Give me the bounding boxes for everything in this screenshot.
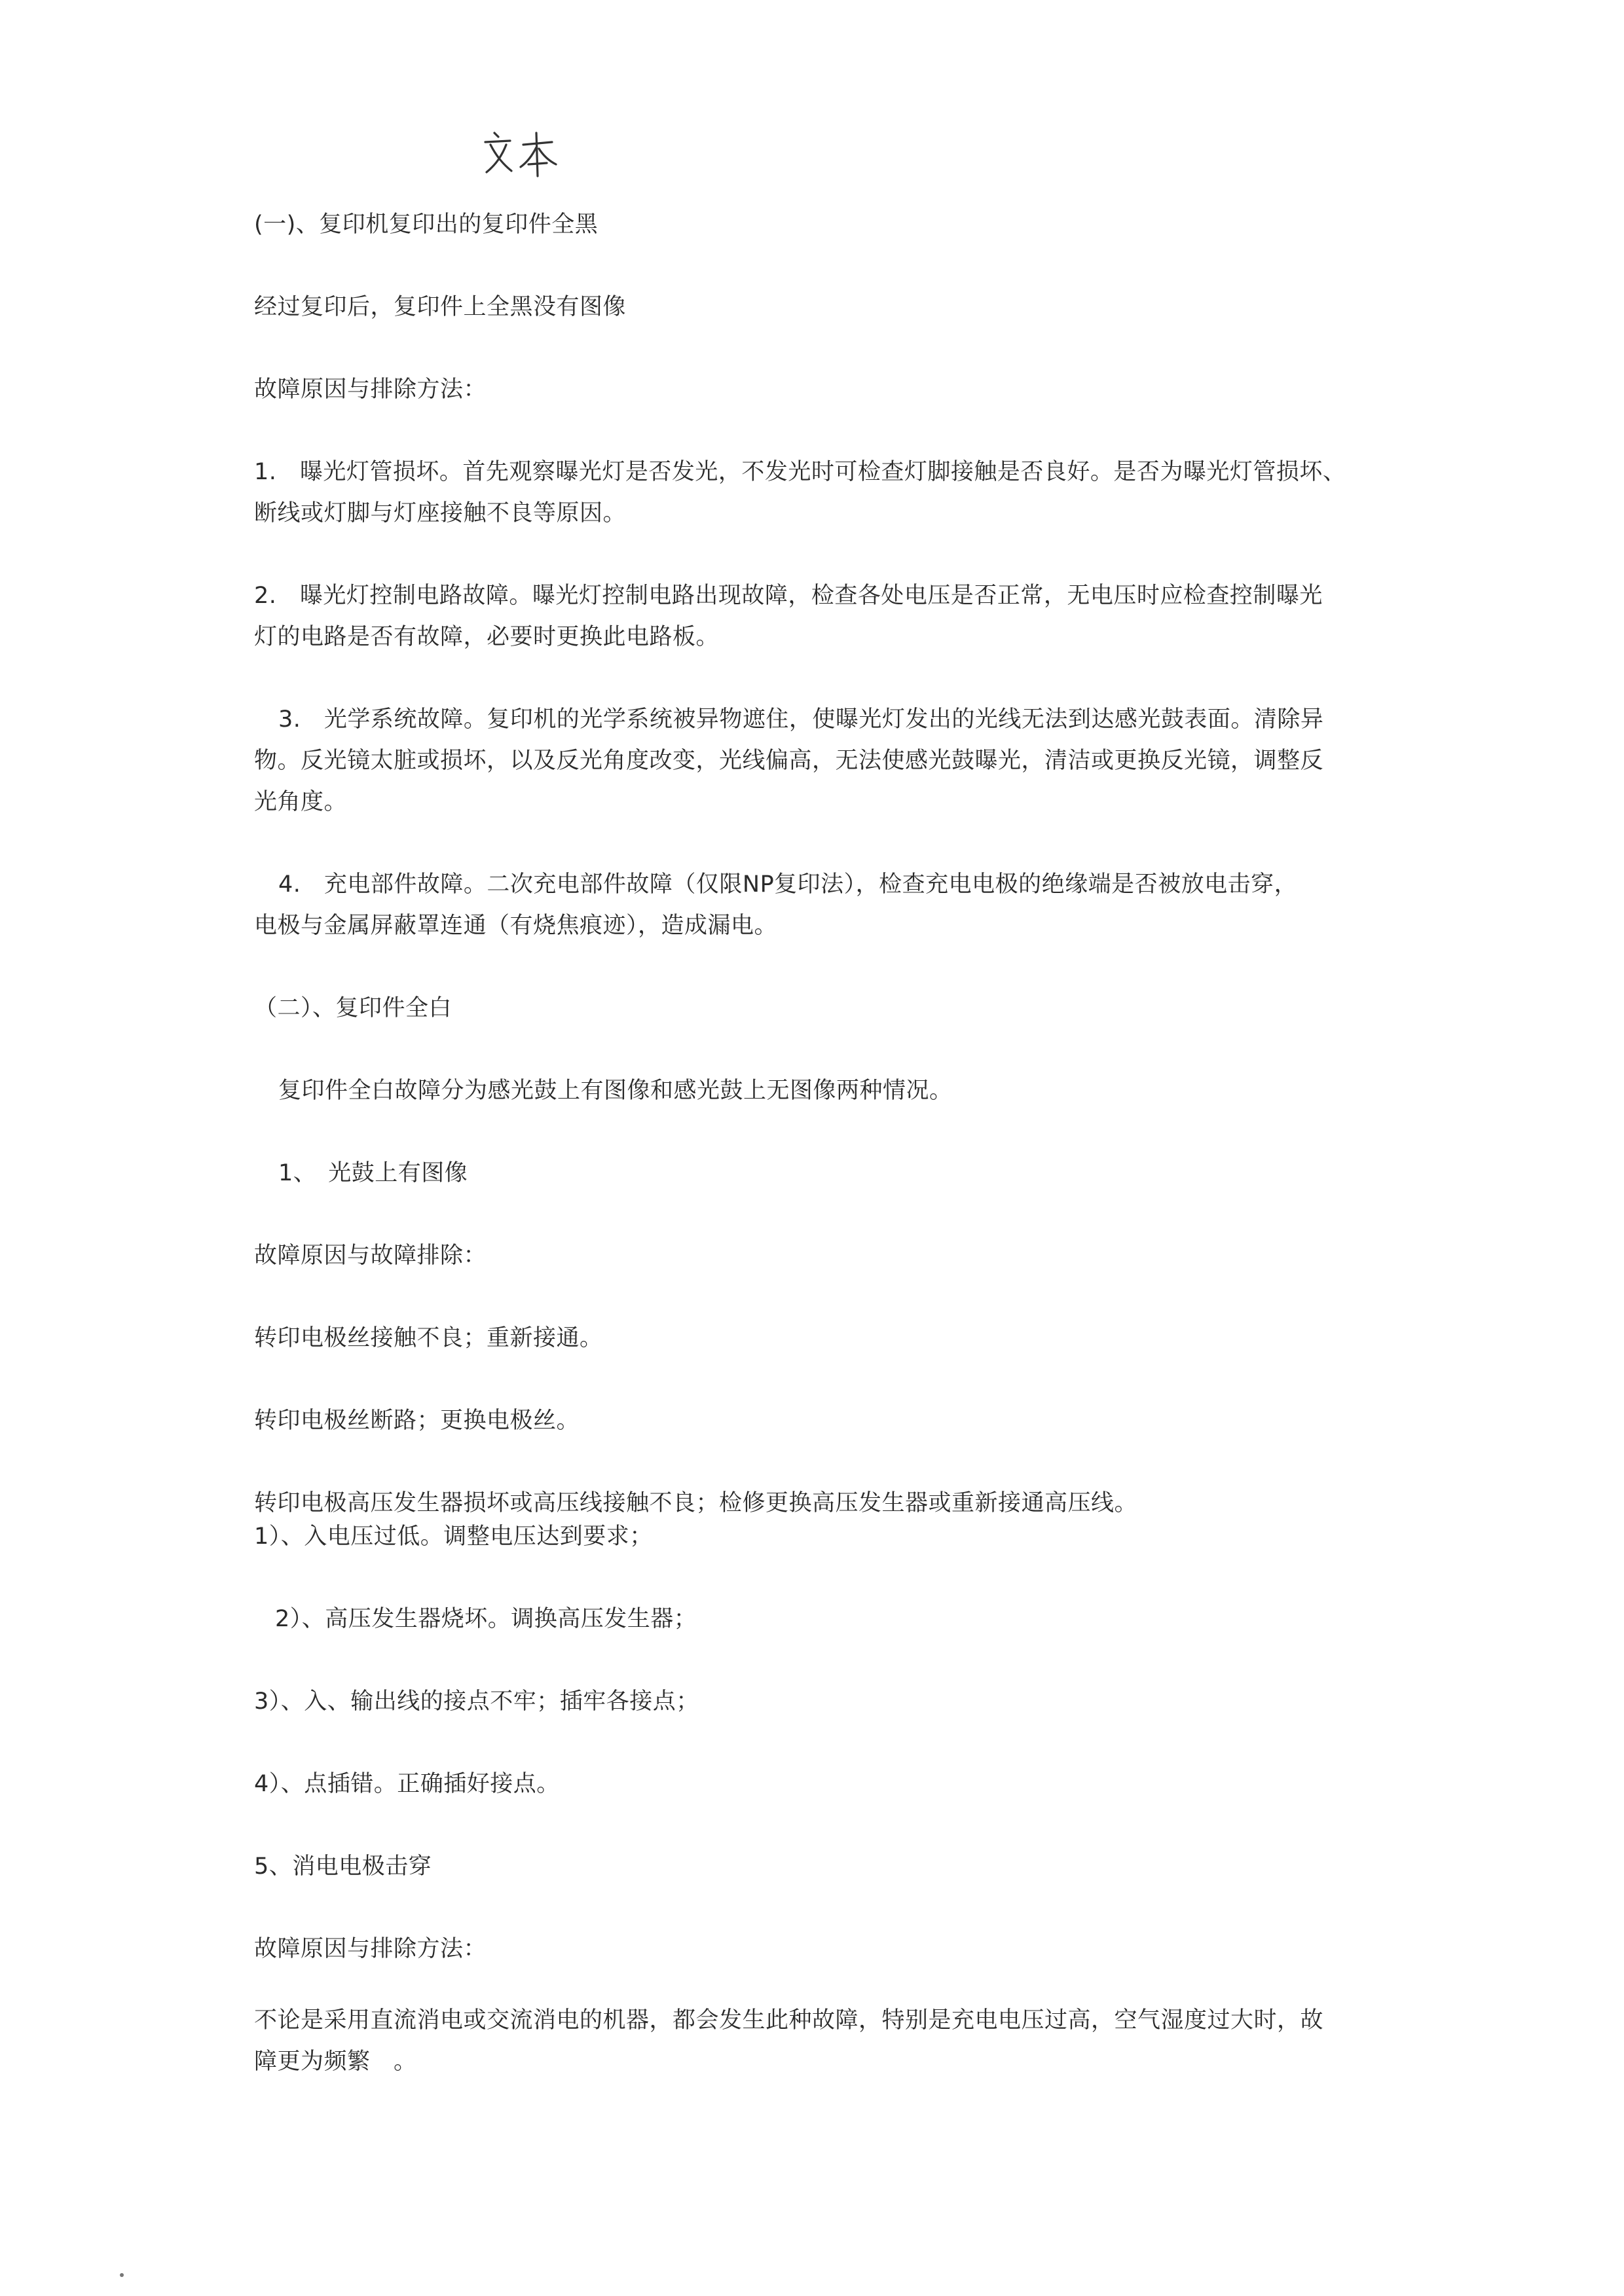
section-heading-1: (一)、复印机复印出的复印件全黑 [254, 211, 599, 238]
subheading: 故障原因与排除方法： [254, 1936, 487, 1962]
list-item-3-line-1: 3. 光学系统故障。复印机的光学系统被异物遮住，使曝光灯发出的光线无法到达感光鼓表面。清除异 [278, 706, 1324, 733]
paragraph-line-2: 障更为频繁 。 [254, 2049, 417, 2075]
paragraph: 经过复印后，复印件上全黑没有图像 [254, 294, 627, 320]
paragraph: 转印电极丝接触不良；重新接通。 [254, 1325, 603, 1351]
subheading: 故障原因与故障排除： [254, 1243, 487, 1269]
list-item-2-line-1: 2. 曝光灯控制电路故障。曝光灯控制电路出现故障，检查各处电压是否正常，无电压时应检查控制曝光 [254, 583, 1323, 609]
paragraph: 转印电极高压发生器损坏或高压线接触不良；检修更换高压发生器或重新接通高压线。 [254, 1490, 1138, 1516]
paragraph: 复印件全白故障分为感光鼓上有图像和感光鼓上无图像两种情况。 [278, 1078, 953, 1104]
list-item-3-line-3: 光角度。 [254, 789, 348, 815]
list-item-4-line-2: 电极与金属屏蔽罩连通（有烧焦痕迹），造成漏电。 [254, 913, 778, 939]
subheading: 5、消电电极击穿 [254, 1853, 432, 1880]
list-item: 1）、入电压过低。调整电压达到要求； [254, 1523, 653, 1550]
list-item-2-line-2: 灯的电路是否有故障，必要时更换此电路板。 [254, 624, 720, 650]
list-item-1-line-1: 1. 曝光灯管损坏。首先观察曝光灯是否发光，不发光时可检查灯脚接触是否良好。是否为曝光灯管损坏、 [254, 459, 1346, 485]
list-item-4-line-1: 4. 充电部件故障。二次充电部件故障（仅限NP复印法），检查充电电极的绝缘端是否被放电击穿， [278, 871, 1298, 898]
list-item-1-line-2: 断线或灯脚与灯座接触不良等原因。 [254, 500, 627, 526]
handwritten-annotation [481, 128, 560, 180]
paragraph-line-1: 不论是采用直流消电或交流消电的机器，都会发生此种故障，特别是充电电压过高，空气湿度过大时，故 [254, 2007, 1324, 2033]
section-heading-2: （二）、复印件全白 [254, 995, 452, 1021]
list-item: 3）、入、输出线的接点不牢；插牢各接点； [254, 1688, 699, 1715]
subheading: 故障原因与排除方法： [254, 376, 487, 403]
subheading: 1、 光鼓上有图像 [278, 1160, 468, 1186]
scan-speck [120, 2273, 124, 2277]
list-item: 4）、点插错。正确插好接点。 [254, 1771, 560, 1797]
paragraph: 转印电极丝断路；更换电极丝。 [254, 1408, 580, 1434]
list-item-3-line-2: 物。反光镜太脏或损坏，以及反光角度改变，光线偏高，无法使感光鼓曝光，清洁或更换反光镜，调整反 [254, 748, 1324, 774]
list-item: 2）、高压发生器烧坏。调换高压发生器； [275, 1606, 697, 1632]
